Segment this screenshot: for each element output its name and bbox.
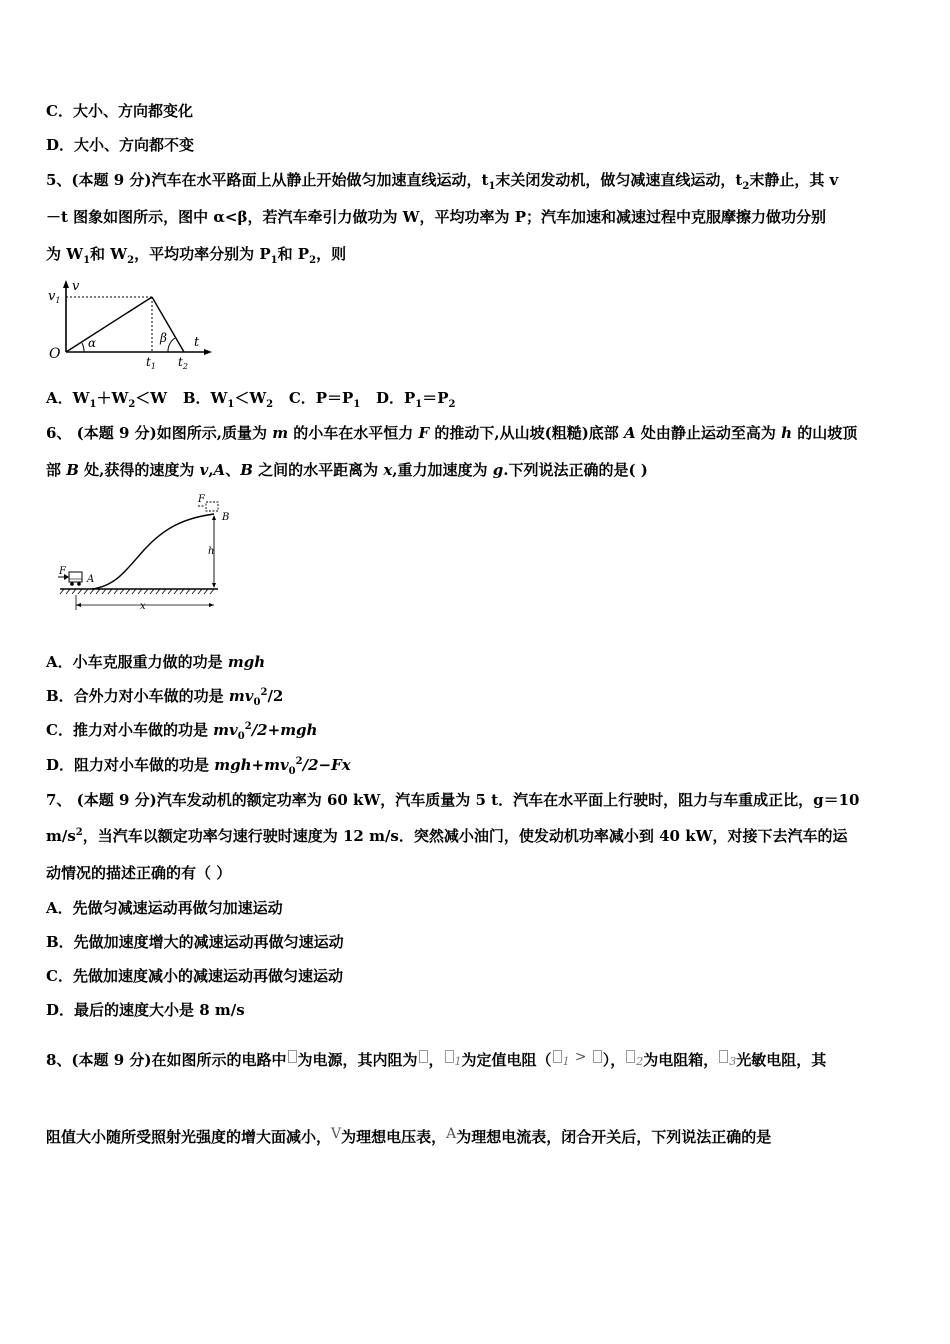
missing-glyph-icon bbox=[445, 1050, 454, 1063]
q4-option-d: D．大小、方向都不变 bbox=[46, 136, 195, 154]
q5-graph-beta-label: β bbox=[160, 331, 167, 345]
q5-stem-line3: 为 $W_1$和 $W_2$，平均功率分别为 $P_1$和 $P_2$，则 bbox=[46, 245, 347, 266]
q5-graph-t-label: t bbox=[194, 335, 200, 350]
q6-option-d: D．阻力对小车做的功是 $mgh+mv_0^2/2-Fx$ bbox=[46, 756, 351, 777]
q5-graph-origin-label: O bbox=[49, 346, 61, 362]
q7-stem-line1: 7、 (本题 9 分)汽车发动机的额定功率为 60 kW，汽车质量为 5 t．汽车在水平面上行驶时，阻力与车重成正比，g＝10 bbox=[46, 791, 860, 809]
q5-options: A．$W_1+W_2<W$ B．$W_1<W_2$ C．$P=P_1$ D．$P_1=P_2$ bbox=[46, 389, 456, 410]
missing-glyph-icon bbox=[288, 1050, 297, 1063]
q6-label-B: B bbox=[222, 512, 230, 523]
q6-option-c: C．推力对小车做的功是 $mv_0^2/2+mgh$ bbox=[46, 721, 318, 742]
q6-label-F-top: F bbox=[198, 494, 205, 505]
missing-glyph-icon bbox=[626, 1050, 635, 1063]
missing-glyph-icon bbox=[419, 1050, 428, 1063]
missing-glyph-icon bbox=[593, 1050, 602, 1063]
q6-label-h: h bbox=[208, 546, 215, 557]
q5-graph-v-label: v bbox=[72, 279, 80, 294]
voltmeter-symbol: V bbox=[331, 1126, 342, 1142]
q5-stem-line2: －t 图象如图所示，图中 α<β，若汽车牵引力做功为 W，平均功率为 P；汽车加速和减速过程中克服摩擦力做功分别 bbox=[46, 208, 827, 226]
q6-option-b: B．合外力对小车做的功是 $mv_0^2/2$ bbox=[46, 687, 284, 708]
q5-vt-graph bbox=[44, 278, 216, 370]
q6-label-x: x bbox=[140, 601, 146, 612]
q6-label-A: A bbox=[87, 574, 95, 585]
q7-option-c: C．先做加速度减小的减速运动再做匀速运动 bbox=[46, 967, 343, 985]
missing-glyph-icon bbox=[553, 1050, 562, 1063]
q5-graph-t2-label: $t_2$ bbox=[178, 355, 188, 371]
q6-option-a: A．小车克服重力做的功是 mgh bbox=[46, 653, 266, 671]
missing-glyph-icon bbox=[719, 1050, 728, 1063]
q7-stem-line3: 动情况的描述正确的有（ ） bbox=[46, 864, 232, 882]
q5-stem-line1: 5、(本题 9 分)汽车在水平路面上从静止开始做匀加速直线运动，$t_1$末关闭发动机，做匀减速直线运动，$t_2$末静止，其 v bbox=[46, 171, 839, 192]
q8-stem-line2: 阻值大小随所受照射光强度的增大面减小，V为理想电压表，A为理想电流表，闭合开关后，下列说法正确的是 bbox=[46, 1126, 772, 1146]
q5-graph-t1-label: $t_1$ bbox=[146, 355, 156, 371]
q6-slope-diagram bbox=[56, 490, 230, 614]
ammeter-symbol: A bbox=[446, 1126, 457, 1142]
q6-stem-line1: 6、 (本题 9 分)如图所示,质量为 m 的小车在水平恒力 F 的推动下,从山坡(粗糙)底部 A 处由静止运动至高为 h 的山坡顶 bbox=[46, 424, 858, 442]
q5-graph-v1-label: $v_1$ bbox=[48, 289, 61, 305]
q4-option-c: C．大小、方向都变化 bbox=[46, 102, 193, 120]
q7-option-b: B．先做加速度增大的减速运动再做匀速运动 bbox=[46, 933, 344, 951]
q7-option-a: A．先做匀减速运动再做匀加速运动 bbox=[46, 899, 283, 917]
q6-label-F-bottom: F bbox=[59, 566, 66, 577]
q7-option-d: D．最后的速度大小是 8 m/s bbox=[46, 1001, 245, 1019]
q6-stem-line2: 部 B 处,获得的速度为 v,A、B 之间的水平距离为 x,重力加速度为 g.下列说法正确的是( ) bbox=[46, 461, 648, 479]
q5-graph-alpha-label: α bbox=[88, 336, 97, 350]
q7-stem-line2: $m/s^2$，当汽车以额定功率匀速行驶时速度为 12 m/s．突然减小油门，使发动机功率减小到 40 kW，对接下去汽车的运 bbox=[46, 827, 848, 845]
q8-stem-line1: 8、(本题 9 分)在如图所示的电路中 为电源，其内阻为 ， 1为定值电阻（ 1 > ）， 2为电阻箱， 3光敏电阻，其 bbox=[46, 1049, 827, 1069]
